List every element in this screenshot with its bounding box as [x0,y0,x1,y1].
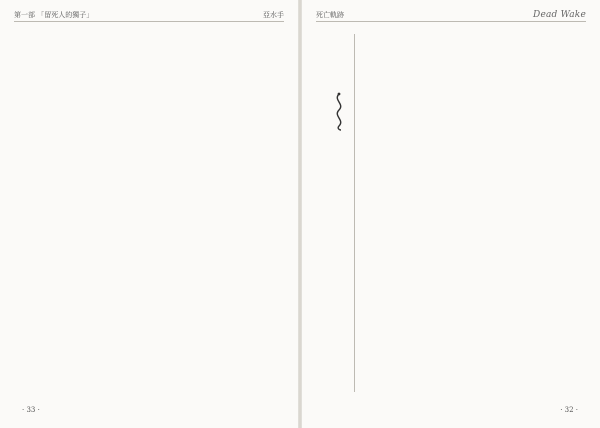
right-running-head [316,9,586,22]
left-body-text [22,34,276,392]
right-body-text [362,34,578,392]
ornament-icon [330,92,348,132]
part-title: 第一部 「留死人的獨子」 [14,11,94,19]
left-page-number: · 33 · [22,406,40,414]
right-page-number: · 32 · [560,406,578,414]
left-page [0,0,298,428]
chapter-title: 死亡軌跡 [316,11,344,19]
left-running-head [14,9,284,22]
right-page [302,0,600,428]
author-name: 亞水手 [263,11,284,19]
footnote-divider [354,34,355,392]
book-logo: Dead Wake [533,10,586,20]
